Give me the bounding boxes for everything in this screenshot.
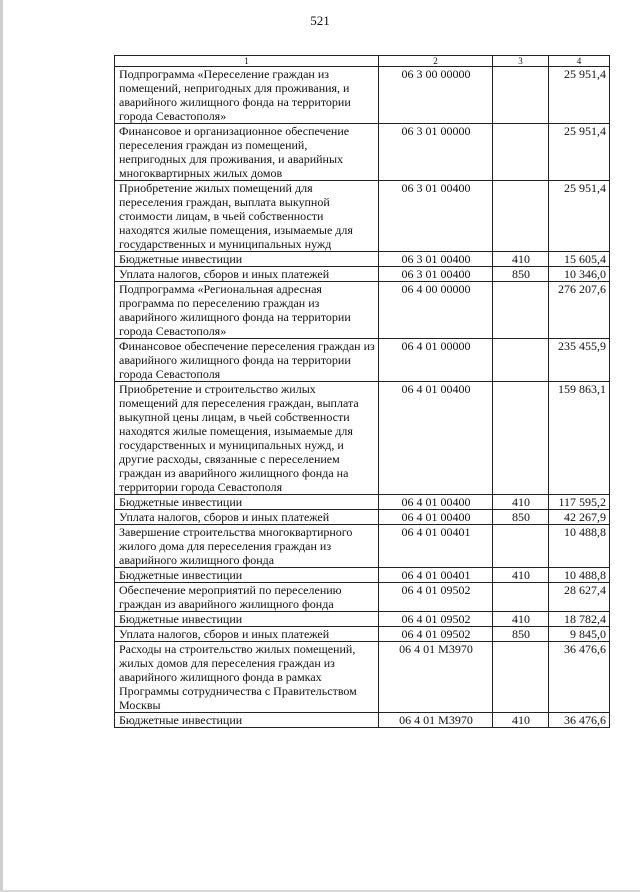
table-body [115,67,610,728]
row-amount-cell: 36 476,6 [549,713,610,728]
row-amount-cell: 117 595,2 [549,495,610,510]
row-amount-cell: 36 476,6 [549,642,610,713]
row-expense-type-cell [493,67,549,124]
table-row [115,495,610,510]
row-code-cell: 06 4 01 00400 [379,382,493,495]
row-code-cell: 06 4 01 09502 [379,583,493,612]
table-row [115,612,610,627]
row-expense-type-cell [493,282,549,339]
row-amount-cell: 25 951,4 [549,67,610,124]
table-header [115,56,610,67]
page-number: 521 [310,13,330,28]
row-amount-cell: 10 488,8 [549,568,610,583]
row-code-cell: 06 4 01 М3970 [379,713,493,728]
row-name-cell: Подпрограмма «Региональная адресная программа по переселению граждан из аварийного жилищного фонда на территории города Севастополя» [115,282,379,339]
table-row [115,627,610,642]
table-row [115,583,610,612]
table-row [115,67,610,124]
table-row [115,267,610,282]
row-amount-cell: 25 951,4 [549,124,610,181]
header-col-1: 1 [115,56,379,67]
row-amount-cell: 18 782,4 [549,612,610,627]
row-amount-cell: 235 455,9 [549,339,610,382]
row-expense-type-cell [493,525,549,568]
row-code-cell: 06 4 01 00401 [379,568,493,583]
header-col-3: 3 [493,56,549,67]
row-code-cell: 06 3 01 00400 [379,267,493,282]
row-code-cell: 06 4 01 09502 [379,627,493,642]
row-amount-cell: 42 267,9 [549,510,610,525]
row-expense-type-cell [493,181,549,252]
table-row [115,124,610,181]
row-name-cell: Приобретение жилых помещений для переселения граждан, выплата выкупной стоимости лицам, в чьей собственности находятся жилые помещения, изымаемые для государственных и муниципальных нужд [115,181,379,252]
header-row [115,56,610,67]
header-col-2: 2 [379,56,493,67]
row-code-cell: 06 4 01 00400 [379,495,493,510]
table-row [115,713,610,728]
row-expense-type-cell [493,339,549,382]
row-name-cell: Подпрограмма «Переселение граждан из помещений, непригодных для проживания, и аварийного жилищного фонда на территории города Севастополя» [115,67,379,124]
row-amount-cell: 276 207,6 [549,282,610,339]
row-expense-type-cell [493,382,549,495]
table-row [115,181,610,252]
header-col-4: 4 [549,56,610,67]
row-name-cell: Бюджетные инвестиции [115,495,379,510]
row-expense-type-cell: 850 [493,267,549,282]
row-amount-cell: 15 605,4 [549,252,610,267]
table-row [115,525,610,568]
row-name-cell: Бюджетные инвестиции [115,713,379,728]
row-amount-cell: 28 627,4 [549,583,610,612]
row-name-cell: Финансовое обеспечение переселения граждан из аварийного жилищного фонда на территории города Севастополя [115,339,379,382]
row-name-cell: Уплата налогов, сборов и иных платежей [115,627,379,642]
row-code-cell: 06 3 01 00400 [379,181,493,252]
row-name-cell: Уплата налогов, сборов и иных платежей [115,510,379,525]
row-expense-type-cell [493,583,549,612]
table-row [115,382,610,495]
row-code-cell: 06 4 01 00000 [379,339,493,382]
row-expense-type-cell [493,124,549,181]
row-name-cell: Финансовое и организационное обеспечение переселения граждан из помещений, непригодных для проживания, и аварийных многоквартирных жилых домов [115,124,379,181]
budget-table [114,55,610,728]
row-code-cell: 06 4 01 М3970 [379,642,493,713]
row-code-cell: 06 4 00 00000 [379,282,493,339]
row-expense-type-cell [493,642,549,713]
row-name-cell: Приобретение и строительство жилых помещений для переселения граждан, выплата выкупной цены лицам, в чьей собственности находятся жилые помещения, изымаемые для государственных и муниципальных нужд, и другие расходы, связанные с переселением граждан из аварийного жилищного фонда на территории города Севастополя [115,382,379,495]
row-code-cell: 06 3 00 00000 [379,67,493,124]
row-name-cell: Обеспечение мероприятий по переселению граждан из аварийного жилищного фонда [115,583,379,612]
row-name-cell: Уплата налогов, сборов и иных платежей [115,267,379,282]
scan-edge-left [0,0,3,892]
row-code-cell: 06 3 01 00000 [379,124,493,181]
row-amount-cell: 10 346,0 [549,267,610,282]
row-name-cell: Расходы на строительство жилых помещений, жилых домов для переселения граждан из аварийного жилищного фонда в рамках Программы сотрудничества с Правительством Москвы [115,642,379,713]
row-amount-cell: 159 863,1 [549,382,610,495]
table-row [115,510,610,525]
row-code-cell: 06 4 01 00401 [379,525,493,568]
row-amount-cell: 25 951,4 [549,181,610,252]
row-expense-type-cell: 850 [493,510,549,525]
row-name-cell: Завершение строительства многоквартирного жилого дома для переселения граждан из аварийного жилищного фонда [115,525,379,568]
row-expense-type-cell: 410 [493,612,549,627]
row-code-cell: 06 3 01 00400 [379,252,493,267]
row-expense-type-cell: 410 [493,252,549,267]
row-name-cell: Бюджетные инвестиции [115,568,379,583]
row-name-cell: Бюджетные инвестиции [115,252,379,267]
table-row [115,642,610,713]
row-expense-type-cell: 410 [493,568,549,583]
row-code-cell: 06 4 01 09502 [379,612,493,627]
row-code-cell: 06 4 01 00400 [379,510,493,525]
row-expense-type-cell: 410 [493,713,549,728]
row-amount-cell: 9 845,0 [549,627,610,642]
table-row [115,252,610,267]
table-row [115,568,610,583]
table-row [115,282,610,339]
row-amount-cell: 10 488,8 [549,525,610,568]
table-row [115,339,610,382]
row-expense-type-cell: 850 [493,627,549,642]
row-name-cell: Бюджетные инвестиции [115,612,379,627]
row-expense-type-cell: 410 [493,495,549,510]
